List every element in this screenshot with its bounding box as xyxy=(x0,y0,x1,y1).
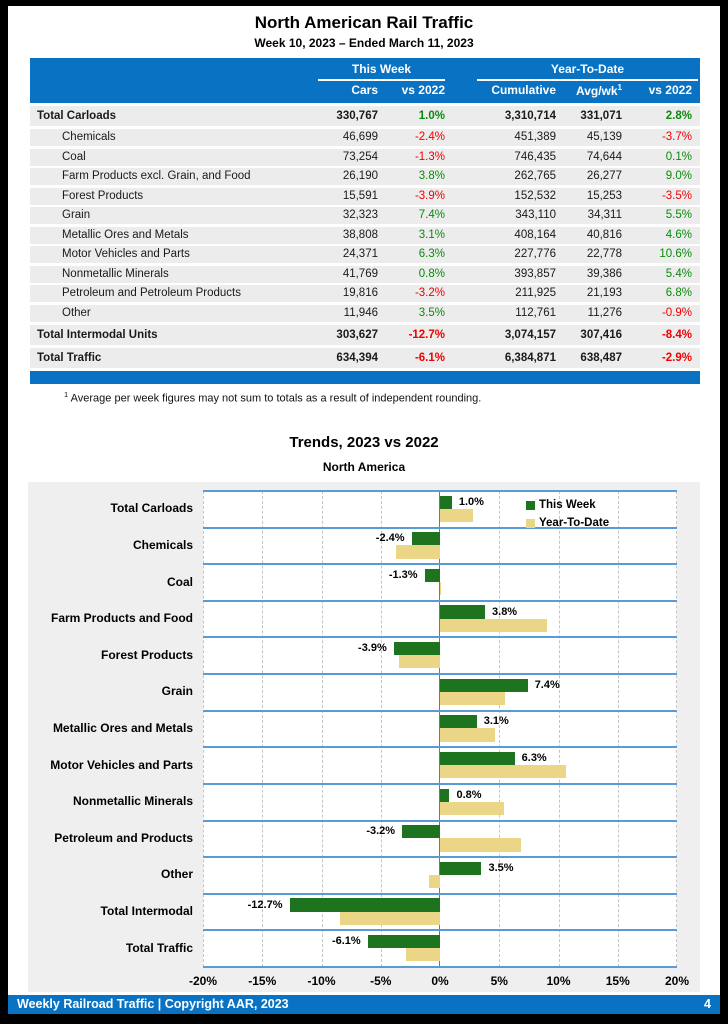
cell-cars: 41,769 xyxy=(342,267,378,280)
cell-cars: 11,946 xyxy=(343,306,378,319)
cell-cumulative: 343,110 xyxy=(515,209,556,221)
category-separator-line xyxy=(203,710,677,712)
cell-week-vs-2022: 0.8% xyxy=(418,267,445,280)
row-label: Chemicals xyxy=(62,131,116,143)
x-tick-label: -15% xyxy=(248,974,277,988)
bar-year-to-date xyxy=(440,619,547,632)
col-group-this-week: This Week xyxy=(351,62,412,76)
category-label: Total Traffic xyxy=(125,940,193,955)
row-label: Forest Products xyxy=(62,189,144,202)
cell-cars: 19,816 xyxy=(342,287,378,299)
category-separator-line xyxy=(203,893,677,895)
x-tick-label: -5% xyxy=(370,974,392,988)
bar-this-week xyxy=(440,862,481,875)
cell-cars: 303,627 xyxy=(336,328,378,341)
footer-bar xyxy=(8,995,720,1014)
cell-avg-per-week: 11,276 xyxy=(587,306,622,319)
bar-year-to-date xyxy=(396,545,440,558)
cell-avg-per-week: 40,816 xyxy=(586,228,622,241)
cell-cumulative: 3,310,714 xyxy=(504,110,556,122)
cell-week-vs-2022: 3.1% xyxy=(418,228,445,241)
cell-cumulative: 451,389 xyxy=(514,131,556,143)
chart-legend xyxy=(526,496,609,532)
category-label: Total Intermodal xyxy=(100,904,193,919)
row-label: Other xyxy=(62,306,91,319)
row-label: Nonmetallic Minerals xyxy=(62,267,169,280)
cell-avg-per-week: 22,778 xyxy=(586,248,622,260)
cell-week-vs-2022: 3.5% xyxy=(418,306,445,319)
legend-item xyxy=(526,514,609,532)
cell-week-vs-2022: 3.8% xyxy=(418,170,445,182)
category-label: Motor Vehicles and Parts xyxy=(50,757,193,772)
category-label: Petroleum and Products xyxy=(54,830,193,845)
x-tick-label: -10% xyxy=(307,974,336,988)
bar-year-to-date xyxy=(440,802,504,815)
cell-ytd-vs-2022: -3.7% xyxy=(661,131,692,143)
cell-cumulative: 3,074,157 xyxy=(504,328,556,341)
table-row xyxy=(30,227,700,244)
cell-cars: 634,394 xyxy=(336,351,378,364)
col-group-year-to-date: Year-To-Date xyxy=(550,62,625,76)
bar-year-to-date xyxy=(440,509,473,522)
table-row xyxy=(30,129,700,146)
row-label: Metallic Ores and Metals xyxy=(62,228,189,241)
bar-year-to-date xyxy=(406,948,440,961)
footer-text: Weekly Railroad Traffic | Copyright AAR, 2023 xyxy=(17,997,289,1011)
cell-cars: 46,699 xyxy=(342,131,378,143)
cell-avg-per-week: 34,311 xyxy=(587,209,622,221)
table-row xyxy=(30,348,700,368)
category-label: Nonmetallic Minerals xyxy=(72,794,193,809)
cell-cumulative: 6,384,871 xyxy=(504,351,556,364)
bar-value-label: -1.3% xyxy=(388,569,418,582)
x-tick-label: 0% xyxy=(431,974,449,988)
cell-cars: 26,190 xyxy=(342,170,378,182)
bar-value-label: 7.4% xyxy=(534,678,560,691)
col-cumulative: Cumulative xyxy=(491,83,556,97)
traffic-table xyxy=(30,58,700,384)
category-label: Farm Products and Food xyxy=(50,611,193,626)
cell-avg-per-week: 74,644 xyxy=(586,150,622,163)
cell-cumulative: 408,164 xyxy=(514,228,556,241)
col-ytd-vs-2022: vs 2022 xyxy=(648,83,692,97)
legend-item xyxy=(526,496,609,514)
bar-year-to-date xyxy=(340,912,440,925)
table-body xyxy=(30,106,700,368)
bar-value-label: -2.4% xyxy=(375,532,405,545)
row-label: Motor Vehicles and Parts xyxy=(62,248,190,260)
bar-this-week xyxy=(440,679,528,692)
col-avg-label: Avg/wk xyxy=(575,84,618,98)
chart-plot xyxy=(203,491,677,967)
table-row xyxy=(30,188,700,205)
cell-cars: 24,371 xyxy=(342,248,378,260)
category-separator-line xyxy=(203,636,677,638)
cell-ytd-vs-2022: 9.0% xyxy=(665,170,692,182)
table-row xyxy=(30,305,700,322)
x-tick-label: 10% xyxy=(546,974,571,988)
cell-ytd-vs-2022: -3.5% xyxy=(661,189,692,202)
category-label: Other xyxy=(160,867,193,882)
footnote xyxy=(64,390,481,405)
bar-this-week xyxy=(440,752,515,765)
col-cars: Cars xyxy=(351,83,378,97)
this-week-underline xyxy=(318,79,445,81)
legend-label: Year-To-Date xyxy=(539,517,610,529)
cell-week-vs-2022: 6.3% xyxy=(418,248,445,260)
row-label: Total Carloads xyxy=(37,110,117,122)
cell-avg-per-week: 638,487 xyxy=(580,351,622,364)
cell-ytd-vs-2022: 5.4% xyxy=(665,267,692,280)
page-title: North American Rail Traffic xyxy=(254,13,474,32)
cell-cars: 330,767 xyxy=(336,110,378,122)
legend-swatch xyxy=(526,501,535,510)
bar-value-label: 3.8% xyxy=(492,605,518,618)
table-header xyxy=(30,58,700,103)
table-row xyxy=(30,149,700,166)
bar-year-to-date xyxy=(440,582,441,595)
category-separator-line xyxy=(203,820,677,822)
cell-week-vs-2022: -1.3% xyxy=(414,150,445,163)
row-label: Total Traffic xyxy=(37,351,102,364)
bar-this-week xyxy=(394,642,440,655)
x-tick-label: 20% xyxy=(664,974,690,988)
table-bottom-band xyxy=(30,371,700,384)
ytd-underline xyxy=(477,79,698,81)
footnote-marker: 1 xyxy=(64,390,69,399)
cell-cumulative: 211,925 xyxy=(515,287,556,299)
cell-cumulative: 227,776 xyxy=(514,248,556,260)
trends-chart xyxy=(28,482,700,992)
cell-week-vs-2022: -6.1% xyxy=(414,351,445,364)
bar-this-week xyxy=(440,496,452,509)
cell-cumulative: 393,857 xyxy=(514,267,556,280)
cell-cars: 38,808 xyxy=(342,228,378,241)
bar-value-label: 3.1% xyxy=(483,715,509,728)
category-label: Total Carloads xyxy=(110,501,193,516)
category-separator-line xyxy=(203,966,677,968)
category-separator-line xyxy=(203,783,677,785)
category-label: Metallic Ores and Metals xyxy=(52,721,193,735)
cell-week-vs-2022: -3.9% xyxy=(414,189,445,202)
bar-value-label: -3.2% xyxy=(366,825,396,838)
cell-avg-per-week: 45,139 xyxy=(586,131,622,143)
cell-week-vs-2022: -12.7% xyxy=(408,328,445,341)
cell-avg-per-week: 15,253 xyxy=(586,189,622,202)
bar-value-label: 6.3% xyxy=(521,752,547,765)
cell-week-vs-2022: 7.4% xyxy=(418,209,445,221)
category-label: Coal xyxy=(166,574,193,589)
row-label: Petroleum and Petroleum Products xyxy=(62,287,241,299)
row-label: Grain xyxy=(62,209,91,221)
footnote-ref: 1 xyxy=(617,83,622,92)
bar-this-week xyxy=(440,789,449,802)
cell-cumulative: 152,532 xyxy=(514,189,556,202)
table-row xyxy=(30,106,700,126)
bar-this-week xyxy=(425,569,440,582)
chart-subtitle: North America xyxy=(322,460,406,474)
bar-this-week xyxy=(412,532,440,545)
bar-year-to-date xyxy=(429,875,440,888)
x-tick-label: 5% xyxy=(490,974,508,988)
cell-cars: 32,323 xyxy=(342,209,378,221)
cell-week-vs-2022: -3.2% xyxy=(414,287,445,299)
cell-cumulative: 112,761 xyxy=(515,306,556,319)
chart-title: Trends, 2023 vs 2022 xyxy=(289,434,439,451)
table-row xyxy=(30,168,700,185)
bar-value-label: -6.1% xyxy=(331,935,361,948)
page-subtitle: Week 10, 2023 – Ended March 11, 2023 xyxy=(254,36,474,50)
category-separator-line xyxy=(203,929,677,931)
legend-label: This Week xyxy=(539,499,596,511)
category-separator-line xyxy=(203,746,677,748)
table-row xyxy=(30,246,700,263)
cell-ytd-vs-2022: 4.6% xyxy=(665,228,692,241)
bar-value-label: 1.0% xyxy=(458,495,484,508)
cell-ytd-vs-2022: -0.9% xyxy=(661,306,692,319)
row-label: Coal xyxy=(62,150,86,163)
cell-week-vs-2022: 1.0% xyxy=(418,110,445,122)
category-separator-line xyxy=(203,856,677,858)
cell-cars: 73,254 xyxy=(342,150,378,163)
bar-value-label: 3.5% xyxy=(488,861,514,874)
table-row xyxy=(30,266,700,283)
cell-ytd-vs-2022: 6.8% xyxy=(665,287,692,299)
bar-year-to-date xyxy=(440,692,505,705)
report-page xyxy=(8,6,720,1014)
col-week-vs-2022: vs 2022 xyxy=(401,83,445,97)
category-label: Grain xyxy=(161,684,193,699)
bar-value-label: -3.9% xyxy=(358,642,387,655)
cell-ytd-vs-2022: 10.6% xyxy=(659,248,692,260)
cell-ytd-vs-2022: 5.5% xyxy=(665,209,692,221)
cell-ytd-vs-2022: -8.4% xyxy=(661,328,692,341)
bar-this-week xyxy=(368,935,440,948)
page-number: 4 xyxy=(704,997,711,1011)
cell-avg-per-week: 26,277 xyxy=(586,170,622,182)
category-label: Chemicals xyxy=(132,537,193,552)
bar-this-week xyxy=(440,715,477,728)
footnote-text: Average per week figures may not sum to totals as a result of independent rounding. xyxy=(70,392,482,405)
cell-ytd-vs-2022: 2.8% xyxy=(665,110,692,122)
category-label: Forest Products xyxy=(100,647,193,662)
bar-value-label: 0.8% xyxy=(456,788,482,801)
cell-cumulative: 746,435 xyxy=(514,150,556,163)
col-avg-per-week xyxy=(576,83,622,98)
category-separator-line xyxy=(203,673,677,675)
category-separator-line xyxy=(203,563,677,565)
cell-cumulative: 262,765 xyxy=(514,170,556,182)
table-row xyxy=(30,325,700,345)
legend-swatch xyxy=(526,519,535,528)
bar-value-label: -12.7% xyxy=(247,898,283,911)
cell-ytd-vs-2022: -2.9% xyxy=(661,351,692,364)
x-tick-label: 15% xyxy=(605,974,630,988)
bar-year-to-date xyxy=(440,728,495,741)
table-row xyxy=(30,207,700,224)
bar-this-week xyxy=(402,825,440,838)
cell-avg-per-week: 331,071 xyxy=(580,110,622,122)
category-separator-line xyxy=(203,490,677,492)
cell-avg-per-week: 21,193 xyxy=(586,287,622,299)
bar-this-week xyxy=(440,605,485,618)
row-label: Farm Products excl. Grain, and Food xyxy=(62,170,251,182)
category-separator-line xyxy=(203,600,677,602)
cell-ytd-vs-2022: 0.1% xyxy=(665,150,692,163)
table-row xyxy=(30,285,700,302)
bar-year-to-date xyxy=(399,655,440,668)
bar-this-week xyxy=(290,898,440,911)
x-tick-label: -20% xyxy=(188,974,218,988)
bar-year-to-date xyxy=(440,838,521,851)
bar-year-to-date xyxy=(440,765,566,778)
row-label: Total Intermodal Units xyxy=(37,328,158,341)
cell-avg-per-week: 39,386 xyxy=(586,267,622,280)
cell-cars: 15,591 xyxy=(342,189,378,202)
cell-avg-per-week: 307,416 xyxy=(580,328,622,341)
cell-week-vs-2022: -2.4% xyxy=(414,131,445,143)
